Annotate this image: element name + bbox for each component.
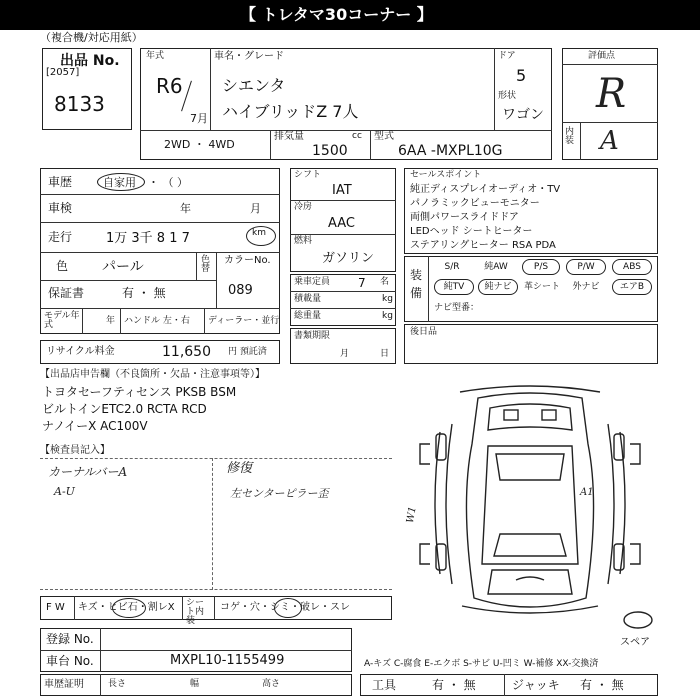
lot-label: 出品 No. (60, 53, 120, 69)
warranty-label: 保証書 (48, 286, 85, 300)
name-value: シエンタ (222, 76, 286, 95)
body-value: ワゴン (502, 107, 544, 123)
equip-abs: ABS (612, 259, 652, 275)
chassis-value: MXPL10-1155499 (170, 653, 285, 668)
color-label: 色 (56, 259, 69, 273)
car-right-side (608, 424, 625, 584)
displacement-value: 1500 (312, 143, 348, 159)
sales-point-4: LEDヘッド シートヒーター (410, 226, 533, 237)
color-swap: 色替 (201, 255, 211, 274)
name-label: 車名・グレード (214, 51, 284, 62)
equip-ps: P/S (522, 259, 560, 275)
sales-point-5: ステアリングヒーター RSA PDA (410, 240, 556, 251)
color-value: パール (102, 259, 144, 275)
registration-label: 登録 No. (46, 632, 94, 646)
sales-point-3: 両側パワースライドドア (410, 212, 519, 223)
displacement-unit: cc (352, 131, 362, 141)
cert-label: 車歴証明 (44, 679, 84, 690)
equip-airbag: エアB (612, 279, 652, 295)
inspector-note-2: A-U (54, 485, 75, 498)
model-value: 6AA -MXPL10G (398, 143, 503, 159)
sales-point-2: パノラミックビューモニター (410, 198, 540, 209)
diagram-mark-left: W1 (404, 505, 419, 525)
capacity-unit: 名 (380, 277, 390, 287)
doc-expiry-month: 月 (340, 349, 350, 359)
category-label: （複合機/対応用紙） (40, 31, 143, 44)
cert-length: 長さ (108, 679, 127, 689)
tools-label: 工具 (372, 678, 397, 692)
color-code-label: カラーNo. (224, 255, 271, 266)
car-left-side (435, 424, 452, 584)
diagram-mark-right: A1 (580, 487, 594, 498)
jack-value: 有 ・ 無 (580, 678, 624, 692)
seat-items: コゲ・穴・シミ・破レ・スレ (220, 602, 350, 613)
mileage-unit: km (252, 228, 266, 238)
year-label: 年式 (146, 51, 165, 61)
interior-value: A (600, 126, 619, 156)
equip-ext-navi: 外ナビ (572, 282, 600, 292)
model-year-label: モデル年式 (44, 311, 80, 330)
fuel-value: ガソリン (322, 251, 375, 266)
after-date-box (404, 324, 658, 364)
cooler-label: 冷房 (294, 202, 313, 212)
cert-height: 高さ (262, 679, 281, 689)
lot-sub: [2057] (46, 67, 80, 78)
mileage-label: 走行 (48, 230, 73, 244)
notes-line-3: ナノイーX AC100V (42, 419, 148, 433)
inspector-label: 【検査員記入】 (40, 445, 110, 456)
equip-sr: S/R (444, 262, 460, 272)
equip-leather: 革シート (523, 282, 560, 292)
fuel-label: 燃料 (294, 236, 313, 246)
car-hood (488, 404, 572, 430)
notes-line-1: トヨタセーフティセンス PKSB BSM (42, 385, 237, 399)
dealer-value: ディーラー・並行 (208, 316, 280, 326)
mileage-value: 1万 3千 8 1 7 (106, 231, 190, 246)
capacity-label: 乗車定員 (294, 277, 331, 287)
score-label: 評価点 (588, 51, 616, 61)
year-value: R6 (156, 74, 183, 98)
door-label: ドア (498, 51, 516, 61)
history-value: 自家用 (103, 176, 136, 189)
info-box (40, 168, 280, 334)
sales-point-1: 純正ディスプレイオーディオ・TV (410, 184, 561, 195)
history-rest: ・ （ ） (148, 176, 188, 189)
after-date-label: 後日品 (410, 327, 438, 337)
fw-label: F W (46, 602, 65, 613)
spare-label: スペア (620, 637, 650, 648)
score-value: R (596, 71, 627, 117)
banner-title: 【 トレタマ30コーナー 】 (240, 5, 433, 24)
shift-label: シフト (294, 170, 322, 180)
chassis-label: 車台 No. (46, 654, 94, 668)
month-value: 7月 (190, 112, 208, 125)
inspection-label: 車検 (48, 201, 73, 215)
warranty-value: 有 ・ 無 (122, 286, 166, 300)
gross-unit: kg (382, 311, 393, 321)
fw-items: キズ・ヒビ石・割レX (78, 602, 175, 613)
equip-jun-navi: 純ナビ (478, 279, 518, 295)
equip-jun-tv: 純TV (434, 279, 474, 295)
interior-label: 内装 (565, 127, 575, 146)
jack-label: ジャッキ (512, 678, 560, 692)
grade-value: ハイブリッドZ 7人 (222, 102, 359, 121)
lot-number: 8133 (54, 92, 105, 116)
navi-model-label: ナビ型番： (434, 303, 480, 313)
model-label: 型式 (374, 131, 394, 142)
inspection-month: 月 (250, 202, 261, 215)
door-value: 5 (516, 66, 527, 85)
recycle-unit: 円 預託済 (228, 347, 267, 357)
inspector-note-1: カーナルバーA (48, 465, 128, 479)
inspection-year: 年 (180, 202, 191, 215)
notes-label: 【出品店申告欄（不良箇所・欠品・注意事項等）】 (40, 369, 265, 380)
tools-value: 有 ・ 無 (432, 678, 476, 692)
drive-value: 2WD ・ 4WD (164, 138, 235, 151)
displacement-label: 排気量 (274, 131, 304, 142)
shift-value: IAT (332, 183, 352, 198)
model-year-year: 年 (106, 316, 116, 326)
color-code: 089 (228, 283, 253, 298)
doc-expiry-label: 書類期限 (294, 331, 331, 341)
car-rear (488, 570, 572, 594)
recycle-amount: 11,650 (162, 344, 211, 360)
notes-line-2: ビルトインETC2.0 RCTA RCD (42, 402, 207, 416)
load-unit: kg (382, 294, 393, 304)
equip-pw: P/W (566, 259, 606, 275)
cert-width: 幅 (190, 679, 200, 689)
inspector-note-3: 修復 (226, 461, 253, 476)
equipment-label: 装備 (410, 268, 423, 300)
gross-label: 総重量 (294, 311, 322, 321)
car-diagram (400, 384, 660, 644)
spare-tire-icon (624, 612, 652, 628)
cooler-value: AAC (328, 216, 355, 231)
inspector-note-4: 左センターピラー歪 (230, 487, 329, 500)
seat-label: シート内装 (186, 598, 205, 626)
body-label: 形状 (498, 91, 517, 101)
equip-jun-aw: 純AW (484, 262, 508, 272)
doc-expiry-day: 日 (380, 349, 390, 359)
capacity-value: 7 (358, 276, 366, 290)
handle-value: ハンドル 左・右 (124, 316, 190, 326)
recycle-label: リサイクル料金 (46, 346, 115, 357)
history-label: 車歴 (48, 175, 73, 189)
damage-legend: A-キズ C-腐食 E-エクボ S-サビ U-凹ミ W-補修 XX-交換済 (364, 659, 599, 669)
load-label: 積載量 (294, 294, 322, 304)
sales-points-label: セールスポイント (410, 170, 482, 180)
